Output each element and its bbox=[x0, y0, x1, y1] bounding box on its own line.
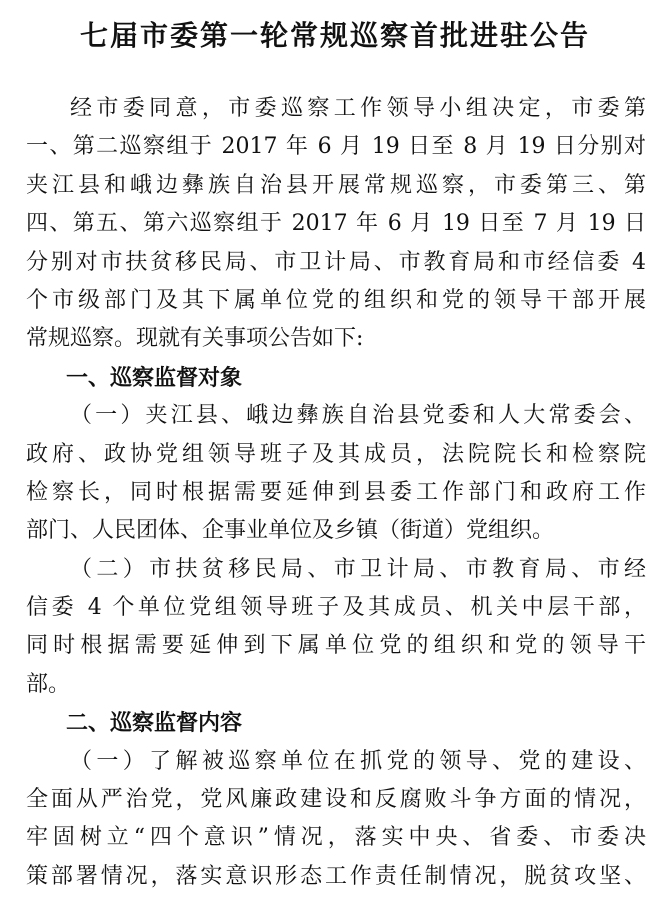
section-heading: 一、巡察监督对象 bbox=[66, 364, 243, 391]
paragraph-line: 常规巡察。现就有关事项公告如下: bbox=[26, 326, 364, 352]
paragraph-line: 部门、人民团体、企事业单位及乡镇（街道）党组织。 bbox=[26, 518, 555, 544]
paragraph-line: 信委 4 个单位党组领导班子及其成员、机关中层干部， bbox=[26, 595, 646, 621]
paragraph-line: （一）夹江县、峨边彝族自治县党委和人大常委会、 bbox=[70, 403, 646, 429]
paragraph-line: 经市委同意，市委巡察工作领导小组决定，市委第 bbox=[70, 96, 646, 121]
paragraph-line: 策部署情况，落实意识形态工作责任制情况，脱贫攻坚、 bbox=[26, 863, 646, 889]
paragraph-line: 一、第二巡察组于 2017 年 6 月 19 日至 8 月 19 日分别对 bbox=[26, 134, 646, 160]
paragraph-line: 个市级部门及其下属单位党的组织和党的领导干部开展 bbox=[26, 287, 646, 313]
paragraph-line: 同时根据需要延伸到下属单位党的组织和党的领导干 bbox=[26, 633, 646, 659]
paragraph-line: 分别对市扶贫移民局、市卫计局、市教育局和市经信委 4 bbox=[26, 249, 646, 275]
paragraph-line: 全面从严治党，党风廉政建设和反腐败斗争方面的情况， bbox=[26, 787, 646, 813]
section-heading: 二、巡察监督内容 bbox=[66, 710, 243, 737]
paragraph-line: 牢固树立“四个意识”情况，落实中央、省委、市委决 bbox=[26, 825, 646, 851]
paragraph-line: （一）了解被巡察单位在抓党的领导、党的建设、 bbox=[70, 748, 646, 774]
paragraph-line: 政府、政协党组领导班子及其成员，法院院长和检察院 bbox=[26, 441, 646, 467]
paragraph-line: 检察长，同时根据需要延伸到县委工作部门和政府工作 bbox=[26, 479, 646, 505]
document-title: 七届市委第一轮常规巡察首批进驻公告 bbox=[79, 19, 590, 52]
paragraph-line: 部。 bbox=[26, 671, 71, 697]
paragraph-line: 四、第五、第六巡察组于 2017 年 6 月 19 日至 7 月 19 日 bbox=[26, 211, 646, 237]
paragraph-line: （二）市扶贫移民局、市卫计局、市教育局、市经 bbox=[70, 556, 646, 582]
paragraph-line: 夹江县和峨边彝族自治县开展常规巡察，市委第三、第 bbox=[26, 172, 646, 198]
document-body bbox=[26, 90, 646, 896]
